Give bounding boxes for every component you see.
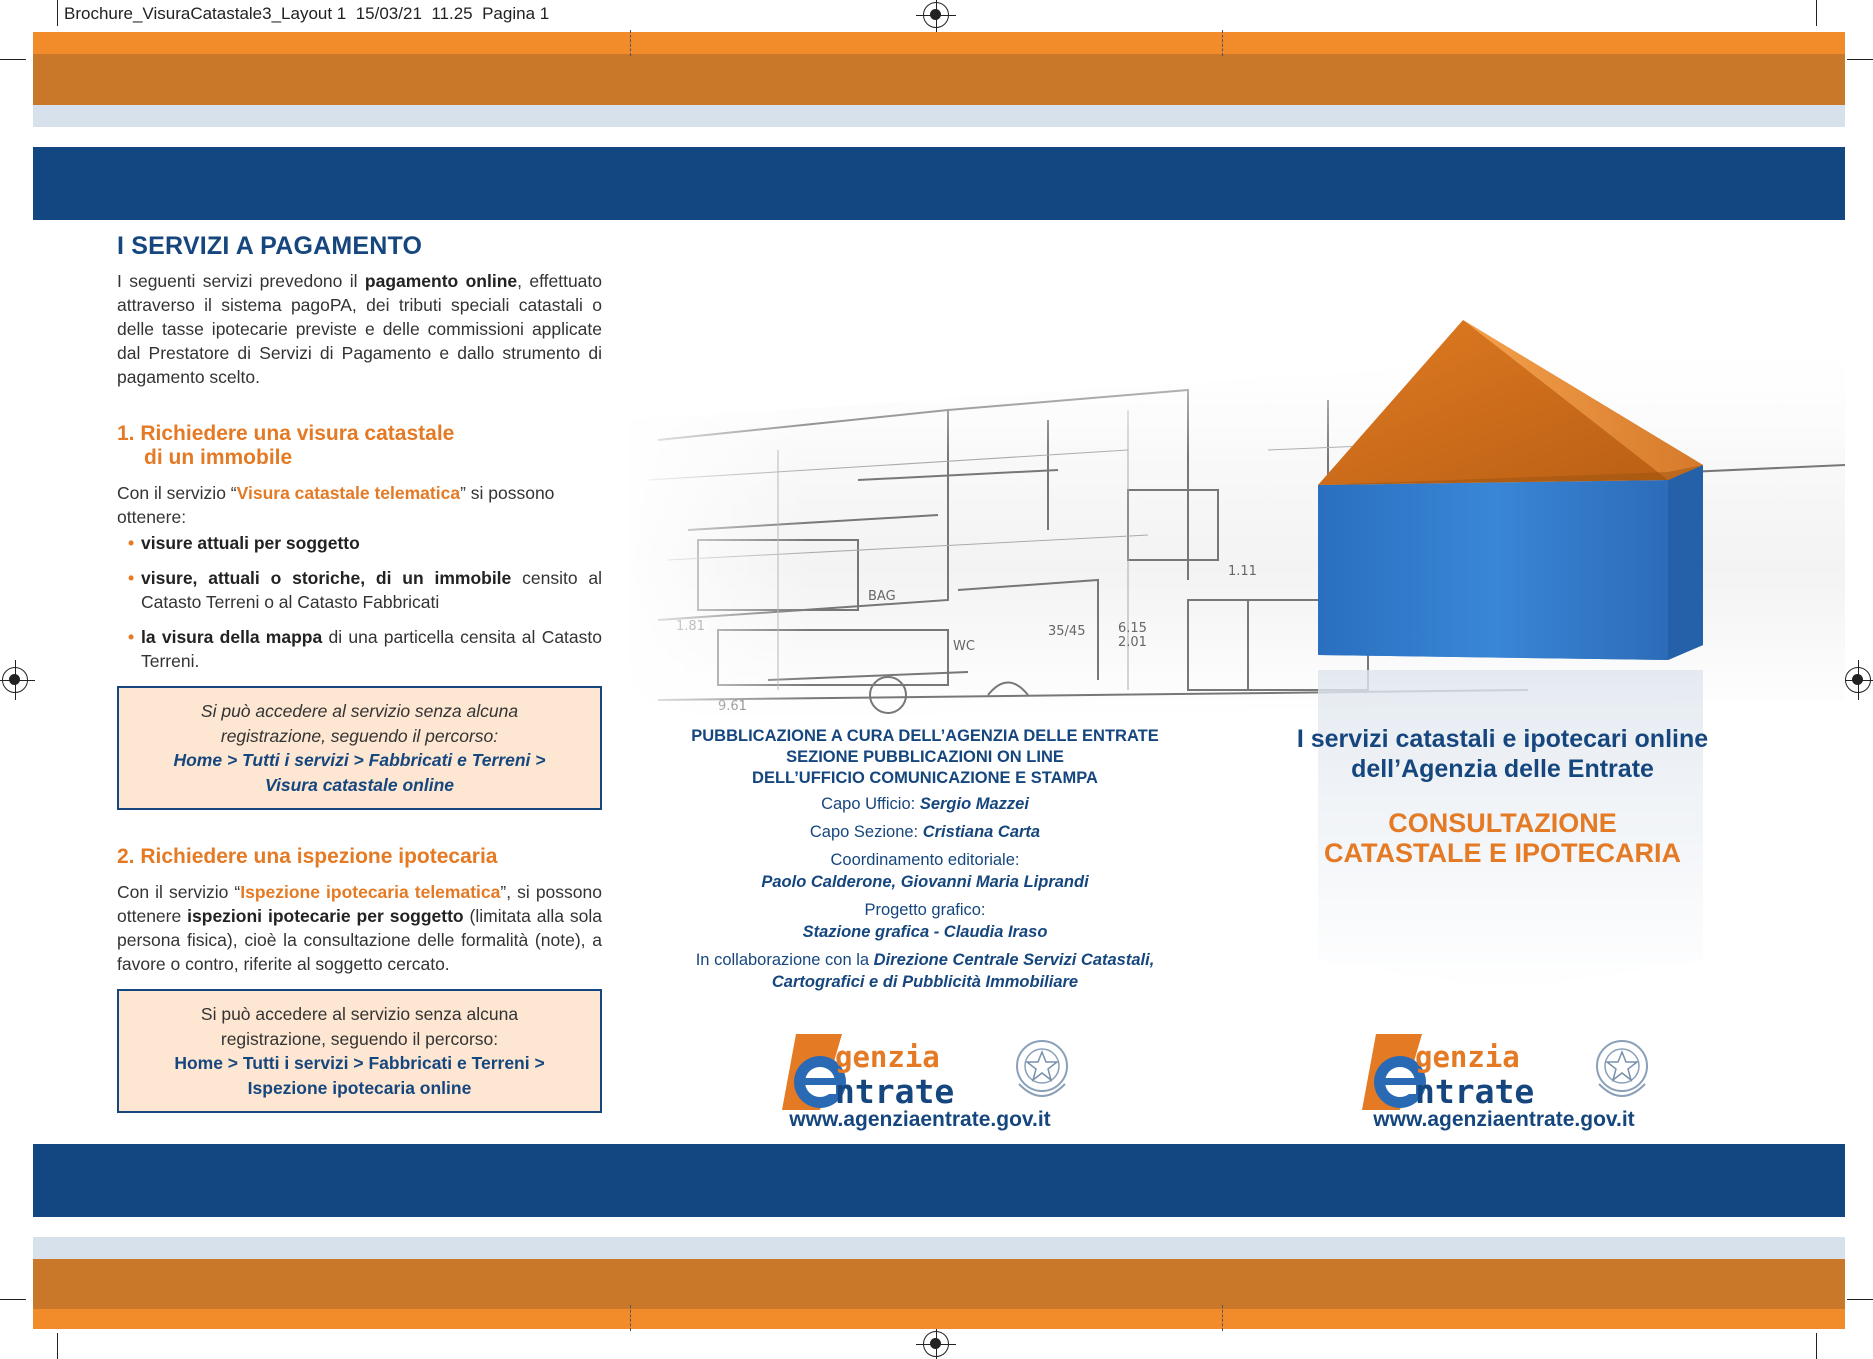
crop-mark: [1847, 59, 1873, 60]
credit-line: Stazione grafica - Claudia Iraso: [802, 923, 1048, 941]
crop-mark: [57, 0, 58, 26]
credit-line: In collaborazione con la Direzione Centrale Servizi Catastali,: [695, 951, 1155, 969]
top-blue-band: [33, 147, 1845, 220]
registration-mark-icon: [923, 1331, 949, 1357]
section-1-heading: 1. Richiedere una visura catastale di un immobile: [117, 422, 455, 469]
agenzia-entrate-logo: genzia ntrate www.agenziaentrate.gov.it: [1360, 1030, 1660, 1135]
section-1-paragraph: Con il servizio “Visura catastale telematica” si possono ottenere:: [117, 483, 555, 527]
credit-line: Capo Ufficio: Sergio Mazzei: [821, 795, 1029, 813]
credit-line: Paolo Calderone, Giovanni Maria Liprandi: [761, 873, 1089, 891]
credits-caption: PUBBLICAZIONE A CURA DELL’AGENZIA DELLE ENTRATE: [691, 727, 1159, 745]
credit-line: Progetto grafico:: [864, 901, 986, 919]
registration-mark-icon: [1845, 667, 1871, 693]
crop-mark: [0, 1299, 26, 1300]
bottom-orange-band: [33, 1309, 1845, 1329]
credit-line: Capo Sezione: Cristiana Carta: [809, 823, 1041, 841]
left-column: [117, 232, 602, 1113]
top-dark-orange-band: [33, 54, 1845, 105]
fold-mark: [630, 30, 631, 56]
registration-mark-icon: [2, 667, 28, 693]
crop-mark: [1816, 0, 1817, 26]
bottom-dark-orange-band: [33, 1259, 1845, 1309]
cover-title: CONSULTAZIONE CATASTALE E IPOTECARIA: [1324, 808, 1681, 868]
top-orange-band: [33, 32, 1845, 54]
credit-line: Coordinamento editoriale:: [830, 851, 1020, 869]
page-title: I SERVIZI A PAGAMENTO: [117, 232, 423, 260]
credit-line: Cartografici e di Pubblicità Immobiliare: [771, 973, 1079, 991]
list-item: • visure, attuali o storiche, di un immobile censito al Catasto Terreni o al Catasto Fabbricati: [141, 566, 602, 614]
publication-credits: [660, 726, 1190, 993]
credits-caption: DELL’UFFICIO COMUNICAZIONE E STAMPA: [752, 769, 1098, 787]
section-1-info-box: Si può accedere al servizio senza alcuna registrazione, seguendo il percorso: Home > Tutti i servizi > Fabbricati e Terreni > Visura catastale online: [117, 686, 602, 810]
republic-emblem-icon: [1593, 1036, 1651, 1102]
section-2-heading: 2. Richiedere una ispezione ipotecaria: [117, 845, 498, 868]
service-path: Home > Tutti i servizi > Fabbricati e Terreni >: [174, 1053, 545, 1073]
service-path: Visura catastale online: [264, 774, 454, 795]
service-path: Ispezione ipotecaria online: [247, 1077, 472, 1098]
section-1-list: [141, 531, 602, 673]
registration-mark-icon: [923, 2, 949, 28]
website-url[interactable]: www.agenziaentrate.gov.it: [1373, 1108, 1635, 1131]
credits-caption: SEZIONE PUBBLICAZIONI ON LINE: [786, 748, 1064, 766]
section-2-info-box: Si può accedere al servizio senza alcuna registrazione, seguendo il percorso: Home > Tutti i servizi > Fabbricati e Terreni > Ispezione ipotecaria online: [117, 989, 602, 1113]
cover-subtitle: I servizi catastali e ipotecari online dell’Agenzia delle Entrate: [1296, 725, 1709, 783]
crop-mark: [1847, 1299, 1873, 1300]
section-2-paragraph: Con il servizio “Ispezione ipotecaria telematica”, si possono ottenere ispezioni ipotecarie per soggetto (limitata alla sola persona fisica), cioè la consultazione delle formalità (note), a favore o contro, riferite al soggetto cercato.: [117, 882, 602, 974]
fold-mark: [630, 1305, 631, 1331]
fold-mark: [1222, 30, 1223, 56]
print-slug: Brochure_VisuraCatastale3_Layout 1 15/03/21 11.25 Pagina 1: [64, 4, 550, 23]
service-path: Home > Tutti i servizi > Fabbricati e Terreni >: [173, 750, 546, 770]
fold-mark: [1222, 1305, 1223, 1331]
list-item: • visure attuali per soggetto: [141, 531, 602, 555]
top-light-blue-band: [33, 105, 1845, 127]
crop-mark: [57, 1333, 58, 1359]
bottom-blue-band: [33, 1144, 1845, 1217]
bottom-light-blue-band: [33, 1237, 1845, 1259]
crop-mark: [1816, 1333, 1817, 1359]
crop-mark: [0, 59, 26, 60]
agenzia-entrate-logo: genzia ntrate www.agenziaentrate.gov.it: [780, 1030, 1080, 1135]
list-item: • la visura della mappa di una particella censita al Catasto Terreni.: [141, 625, 602, 673]
republic-emblem-icon: [1013, 1036, 1071, 1102]
website-url[interactable]: www.agenziaentrate.gov.it: [789, 1108, 1051, 1131]
intro-paragraph: I seguenti servizi prevedono il pagamento online, effettuato attraverso il sistema pagoPA, dei tributi speciali catastali o delle tasse ipotecarie previste e delle commissioni applicate dal Prestatore di Servizi di Pagamento e dallo strumento di pagamento scelto.: [117, 271, 603, 387]
